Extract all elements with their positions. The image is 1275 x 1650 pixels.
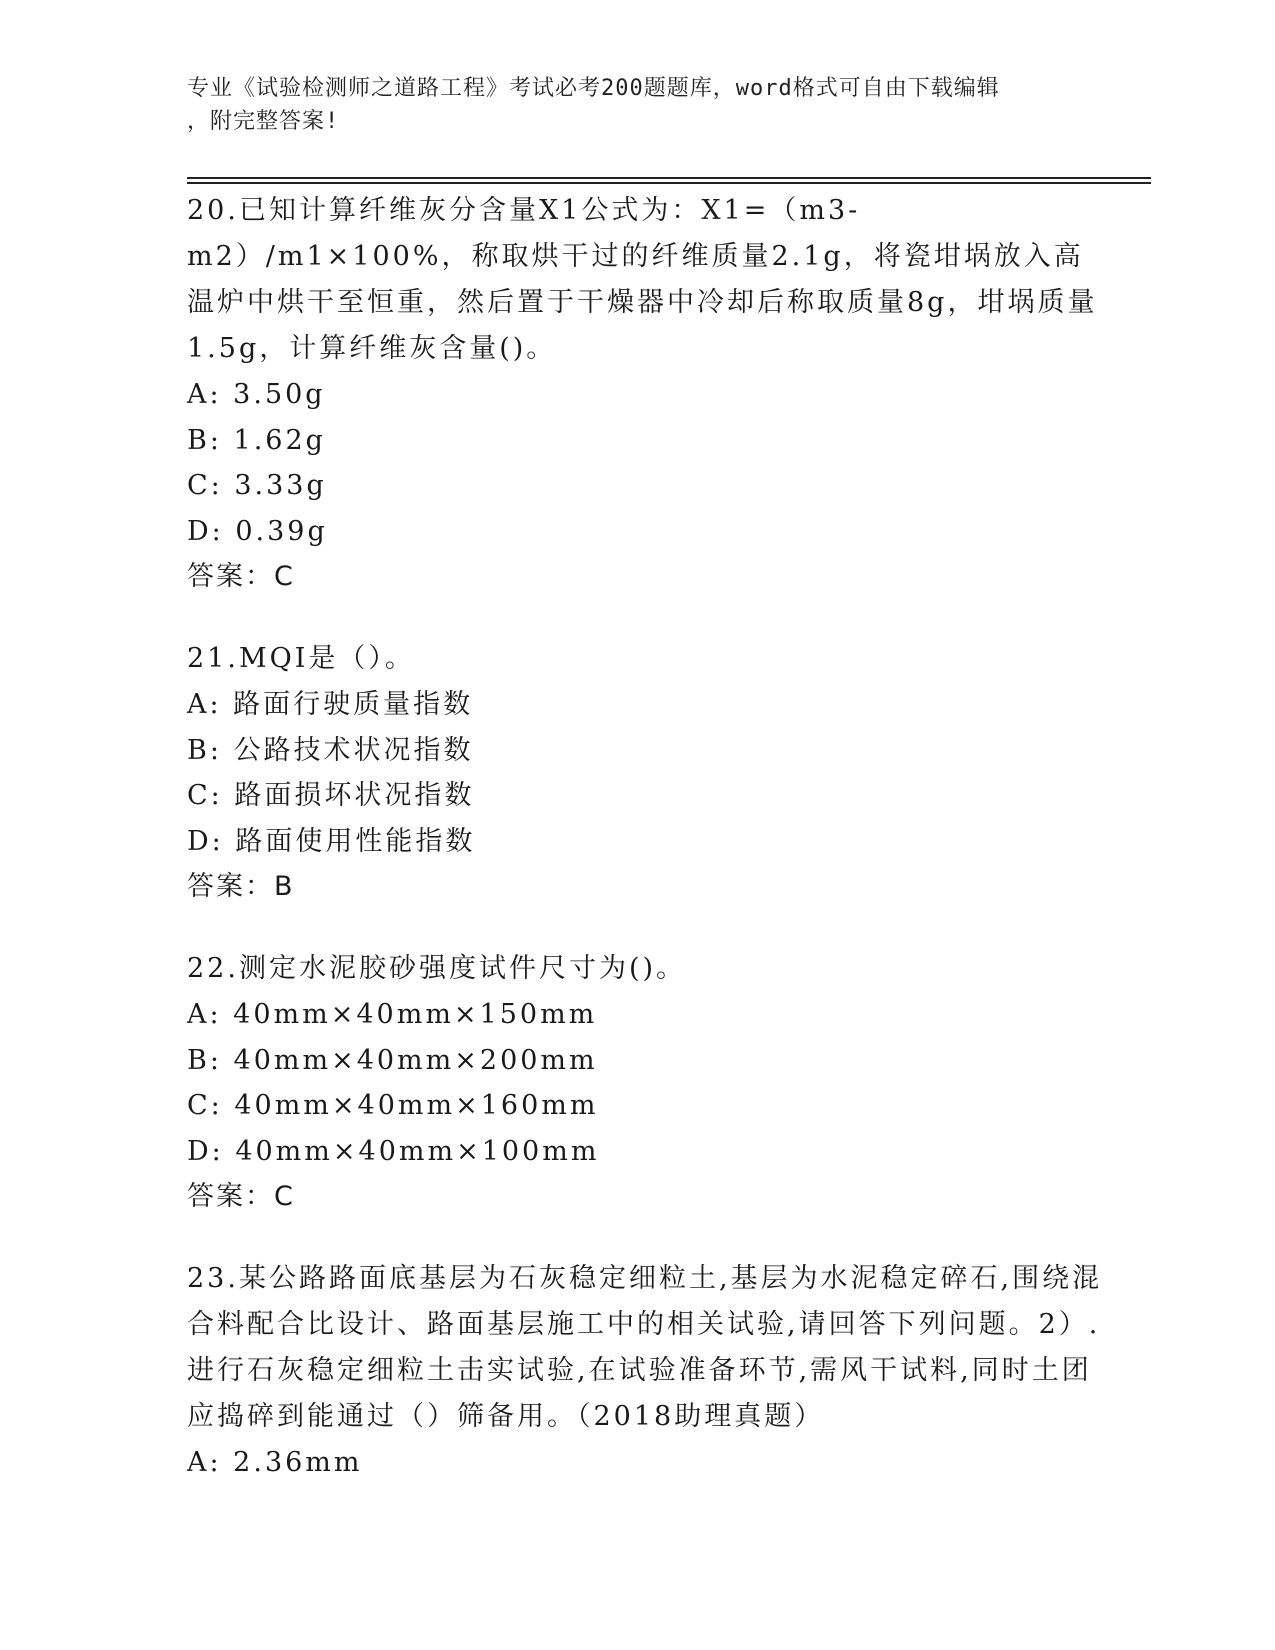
option-d: D: 路面使用性能指数 [187,825,476,857]
question-22 [187,946,1107,1220]
header-line-2: ，附完整答案! [187,109,340,134]
question-text: 22.测定水泥胶砂强度试件尺寸为()。 [187,953,687,984]
question-text: 21.MQI是（）。 [187,643,415,674]
question-21 [187,636,1107,910]
option-b: B: 40mm×40mm×200mm [187,1044,598,1076]
header-line-1: 专业《试验检测师之道路工程》考试必考200题题库，word格式可自由下载编辑 [187,76,1000,101]
answer: 答案：C [187,561,295,592]
option-c: C: 40mm×40mm×160mm [187,1090,599,1121]
header-divider-bottom [187,182,1151,184]
question-23 [187,1256,1107,1486]
header-divider-top [187,177,1151,179]
question-list [187,188,1107,1522]
question-text: 23.某公路路面底基层为石灰稳定细粒土,基层为水泥稳定碎石,围绕混合料配合比设计、路面基层施工中的相关试验,请回答下列问题。2）.进行石灰稳定细粒土击实试验,在试验准备环节,需风干试料,同时土团应捣碎到能通过（）筛备用。（2018助理真题） [187,1263,1103,1432]
option-a: A: 40mm×40mm×150mm [187,999,598,1030]
option-d: D: 40mm×40mm×100mm [187,1135,600,1167]
option-a: A: 2.36mm [187,1447,363,1478]
option-c: C: 路面损坏状况指数 [187,780,475,811]
document-header [187,72,1067,138]
option-d: D: 0.39g [187,515,328,547]
question-20 [187,188,1107,600]
answer: 答案：B [187,871,295,902]
option-b: B: 1.62g [187,424,326,456]
option-b: B: 公路技术状况指数 [187,734,474,766]
option-a: A: 路面行驶质量指数 [187,689,474,720]
option-a: A: 3.50g [187,379,326,410]
answer: 答案：C [187,1181,295,1212]
question-text: 20.已知计算纤维灰分含量X1公式为：X1=（m3-m2）/m1×100%，称取烘干过的纤维质量2.1g，将瓷坩埚放入高温炉中烘干至恒重，然后置于干燥器中冷却后称取质量8g，坩埚质量1.5g，计算纤维灰含量()。 [187,195,1098,364]
option-c: C: 3.33g [187,470,327,501]
